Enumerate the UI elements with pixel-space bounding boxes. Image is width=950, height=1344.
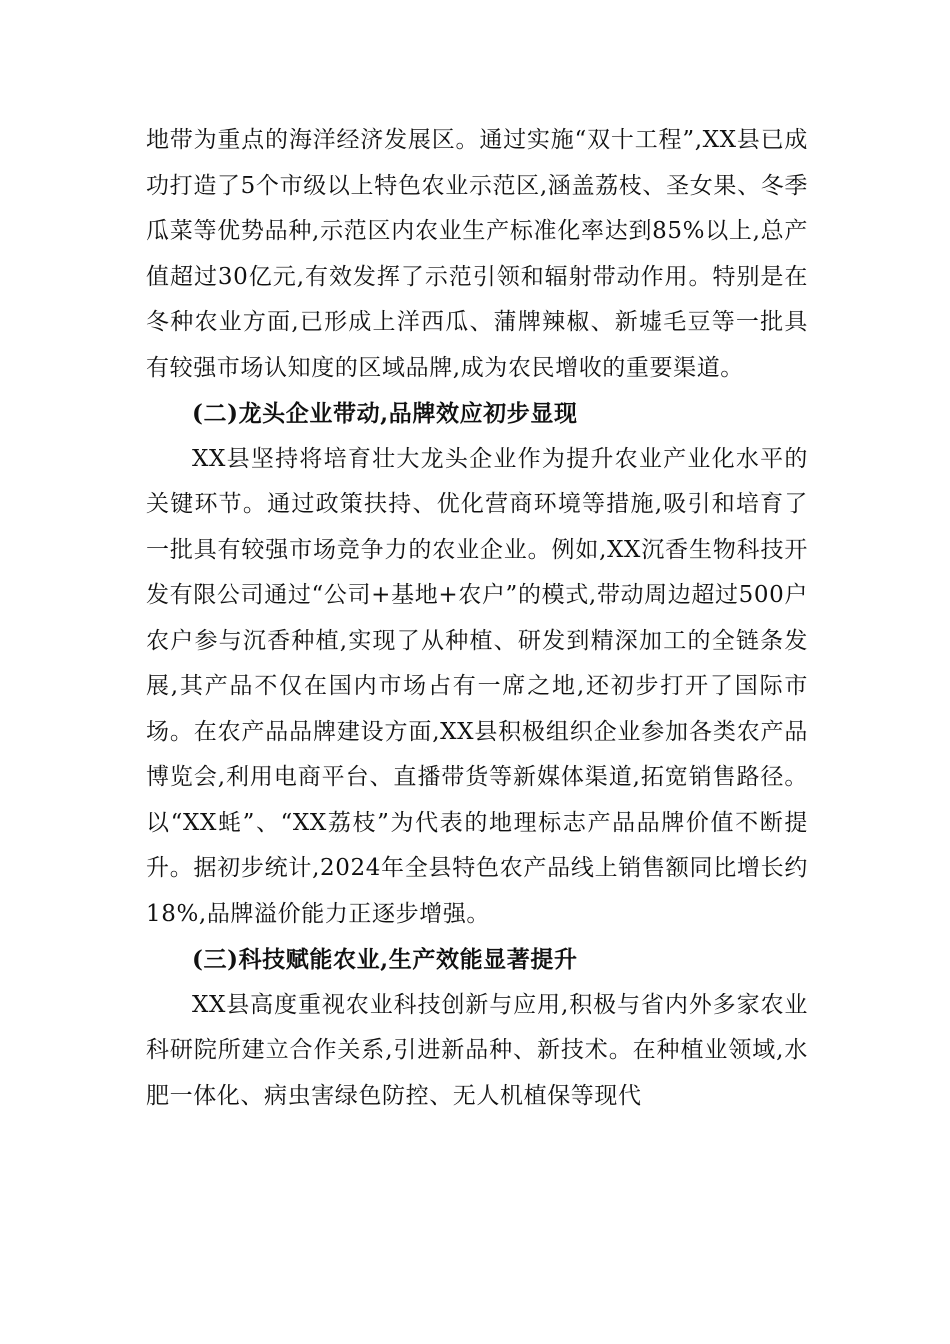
section-heading-3: (三)科技赋能农业,生产效能显著提升 <box>192 946 578 973</box>
paragraph-continued: 地带为重点的海洋经济发展区。通过实施“双十工程”,XX县已成功打造了5个市级以上特色农业示范区,涵盖荔枝、圣女果、冬季瓜菜等优势品种,示范区内农业生产标准化率达到85%以上,总产值超过30亿元,有效发挥了示范引领和辐射带动作用。特别是在冬种农业方面,已形成上洋西瓜、蒲牌辣椒、新墟毛豆等一批具有较强市场认知度的区域品牌,成为农民增收的重要渠道。 <box>146 127 808 381</box>
paragraph-technology: XX县高度重视农业科技创新与应用,积极与省内外多家农业科研院所建立合作关系,引进新品种、新技术。在种植业领域,水肥一体化、病虫害绿色防控、无人机植保等现代 <box>146 991 808 1109</box>
section-heading-2: (二)龙头企业带动,品牌效应初步显现 <box>192 400 578 427</box>
document-body <box>146 118 808 1119</box>
paragraph-leading-enterprises: XX县坚持将培育壮大龙头企业作为提升农业产业化水平的关键环节。通过政策扶持、优化营商环境等措施,吸引和培育了一批具有较强市场竞争力的农业企业。例如,XX沉香生物科技开发有限公司通过“公司+基地+农户”的模式,带动周边超过500户农户参与沉香种植,实现了从种植、研发到精深加工的全链条发展,其产品不仅在国内市场占有一席之地,还初步打开了国际市场。在农产品品牌建设方面,XX县积极组织企业参加各类农产品博览会,利用电商平台、直播带货等新媒体渠道,拓宽销售路径。以“XX蚝”、“XX荔枝”为代表的地理标志产品品牌价值不断提升。据初步统计,2024年全县特色农产品线上销售额同比增长约18%,品牌溢价能力正逐步增强。 <box>146 445 808 927</box>
